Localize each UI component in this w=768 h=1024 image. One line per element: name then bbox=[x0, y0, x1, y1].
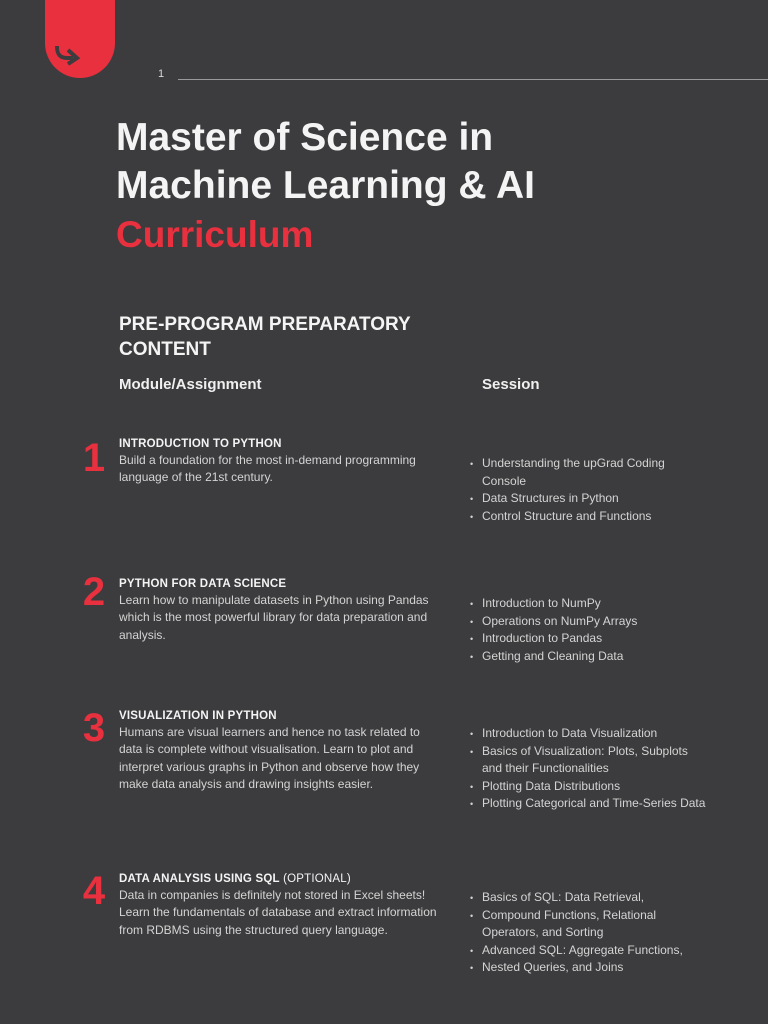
session-item: • Getting and Cleaning Data bbox=[470, 648, 710, 666]
session-item: • Understanding the upGrad Coding Console bbox=[470, 455, 710, 490]
session-item: • Introduction to Pandas bbox=[470, 630, 710, 648]
module-number: 1 bbox=[82, 436, 106, 480]
session-item: • Operations on NumPy Arrays bbox=[470, 613, 710, 631]
page-subtitle: Curriculum bbox=[116, 214, 314, 255]
module-number: 4 bbox=[82, 869, 106, 913]
session-item: • Compound Functions, Relational Operators, and Sorting bbox=[470, 907, 710, 942]
session-list bbox=[470, 595, 710, 665]
session-item: • Basics of SQL: Data Retrieval, bbox=[470, 889, 710, 907]
module-info bbox=[119, 708, 441, 793]
module-title-text: DATA ANALYSIS USING SQL bbox=[119, 873, 280, 885]
title-line-2: Machine Learning & AI bbox=[116, 164, 535, 207]
module-info bbox=[119, 871, 441, 939]
session-item: • Nested Queries, and Joins bbox=[470, 959, 710, 977]
session-item: • Data Structures in Python bbox=[470, 490, 710, 508]
page-number: 1 bbox=[158, 68, 165, 80]
title-line-1: Master of Science in bbox=[116, 116, 494, 159]
session-item: • Advanced SQL: Aggregate Functions, bbox=[470, 942, 710, 960]
page-title bbox=[116, 114, 535, 210]
module-number: 3 bbox=[82, 706, 106, 750]
column-header-module: Module/Assignment bbox=[119, 376, 262, 393]
column-header-session: Session bbox=[482, 376, 540, 393]
module-title: VISUALIZATION IN PYTHON bbox=[119, 710, 277, 722]
module-info bbox=[119, 436, 441, 487]
module-info bbox=[119, 576, 441, 644]
module-title bbox=[119, 871, 441, 887]
session-item: • Introduction to NumPy bbox=[470, 595, 710, 613]
session-list bbox=[470, 889, 710, 977]
brand-arrow-icon bbox=[53, 44, 81, 66]
header-rule bbox=[178, 79, 768, 80]
session-item: • Introduction to Data Visualization bbox=[470, 725, 710, 743]
module-description: Data in companies is definitely not stored in Excel sheets! Learn the fundamentals of database and extract information from RDBMS using the structured query language. bbox=[119, 888, 437, 937]
module-title-optional: (OPTIONAL) bbox=[279, 873, 351, 885]
section-heading: PRE-PROGRAM PREPARATORY CONTENT bbox=[119, 314, 411, 360]
session-item: • Plotting Data Distributions bbox=[470, 778, 710, 796]
session-item: • Basics of Visualization: Plots, Subplots and their Functionalities bbox=[470, 743, 710, 778]
session-item: • Control Structure and Functions bbox=[470, 508, 710, 526]
module-description: Learn how to manipulate datasets in Python using Pandas which is the most powerful library for data preparation and analysis. bbox=[119, 593, 429, 642]
module-number: 2 bbox=[82, 570, 106, 614]
module-title: INTRODUCTION TO PYTHON bbox=[119, 438, 282, 450]
module-description: Build a foundation for the most in-demand programming language of the 21st century. bbox=[119, 453, 416, 485]
session-item: • Plotting Categorical and Time-Series Data bbox=[470, 795, 710, 813]
session-list bbox=[470, 455, 710, 525]
brand-logo-tab bbox=[45, 0, 115, 78]
module-description: Humans are visual learners and hence no task related to data is complete without visualisation. Learn to plot and interpret various graphs in Python and observe how they make data analysis and drawing insights easier. bbox=[119, 725, 420, 791]
session-list bbox=[470, 725, 710, 813]
module-title: PYTHON FOR DATA SCIENCE bbox=[119, 578, 287, 590]
